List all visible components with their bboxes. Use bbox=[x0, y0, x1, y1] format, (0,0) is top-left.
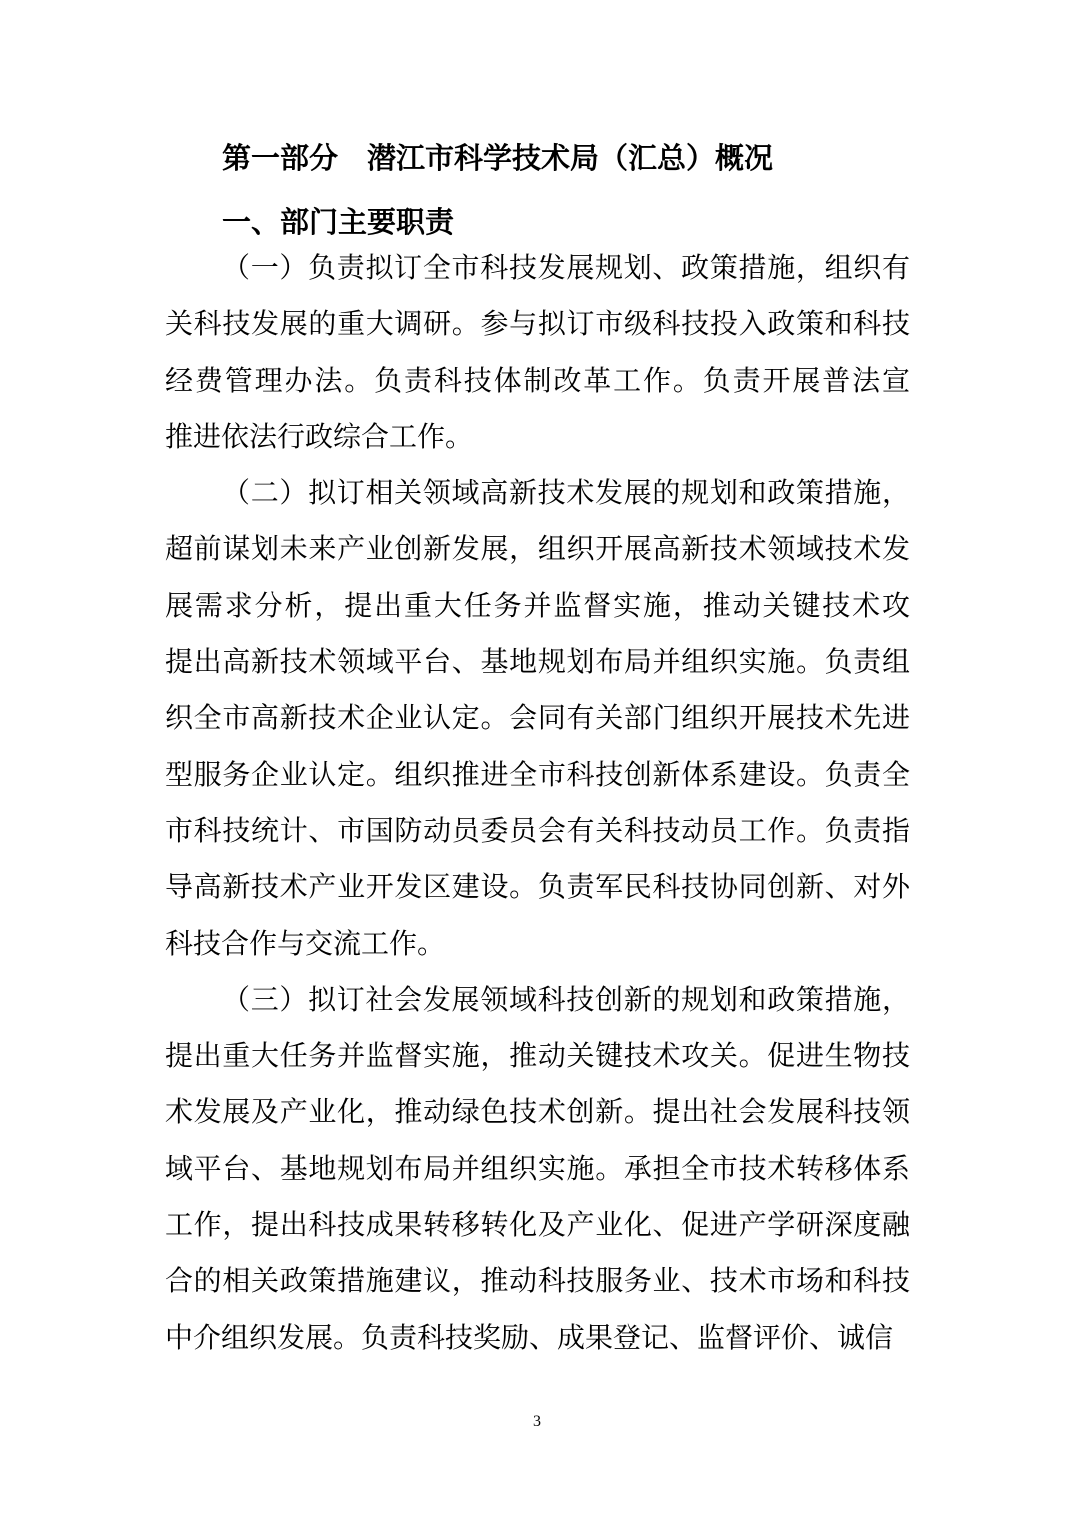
body-text bbox=[165, 240, 910, 1366]
paragraph-line: 术发展及产业化，推动绿色技术创新。提出社会发展科技领 bbox=[165, 1095, 910, 1129]
paragraph-line: 工作，提出科技成果转移转化及产业化、促进产学研深度融 bbox=[165, 1208, 910, 1242]
paragraph-line: 推进依法行政综合工作。 bbox=[165, 419, 474, 453]
paragraph-line: 展需求分析，提出重大任务并监督实施，推动关键技术攻 bbox=[165, 588, 910, 622]
paragraph-line: 提出重大任务并监督实施，推动关键技术攻关。促进生物技 bbox=[165, 1039, 910, 1073]
paragraph bbox=[165, 972, 910, 1366]
paragraph-line: 型服务企业认定。组织推进全市科技创新体系建设。负责全 bbox=[165, 757, 910, 791]
paragraph-line: 经费管理办法。负责科技体制改革工作。负责开展普法宣 bbox=[165, 363, 910, 397]
paragraph bbox=[165, 240, 910, 465]
paragraph-line: 提出高新技术领域平台、基地规划布局并组织实施。负责组 bbox=[165, 645, 910, 679]
paragraph-line: 导高新技术产业开发区建设。负责军民科技协同创新、对外 bbox=[165, 870, 910, 904]
page-title: 第一部分 潜江市科学技术局（汇总）概况 bbox=[222, 141, 774, 175]
paragraph-line: 市科技统计、市国防动员委员会有关科技动员工作。负责指 bbox=[165, 813, 910, 847]
paragraph-line: 超前谋划未来产业创新发展，组织开展高新技术领域技术发 bbox=[165, 532, 910, 566]
paragraph-line: （一）负责拟订全市科技发展规划、政策措施，组织有 bbox=[222, 251, 910, 284]
paragraph-line: （二）拟订相关领域高新技术发展的规划和政策措施， bbox=[222, 476, 910, 510]
page-number: 3 bbox=[533, 1413, 541, 1430]
paragraph-line: 关科技发展的重大调研。参与拟订市级科技投入政策和科技 bbox=[165, 307, 910, 341]
paragraph bbox=[165, 465, 910, 972]
section-heading: 一、部门主要职责 bbox=[222, 205, 455, 239]
paragraph-line: 织全市高新技术企业认定。会同有关部门组织开展技术先进 bbox=[165, 701, 910, 735]
paragraph-line: 合的相关政策措施建议，推动科技服务业、技术市场和科技 bbox=[165, 1264, 910, 1298]
paragraph-line: 中介组织发展。负责科技奖励、成果登记、监督评价、诚信 bbox=[165, 1320, 894, 1354]
paragraph-line: 科技合作与交流工作。 bbox=[165, 926, 446, 960]
paragraph-line: 域平台、基地规划布局并组织实施。承担全市技术转移体系 bbox=[165, 1151, 910, 1185]
paragraph-line: （三）拟订社会发展领域科技创新的规划和政策措施， bbox=[222, 982, 910, 1016]
